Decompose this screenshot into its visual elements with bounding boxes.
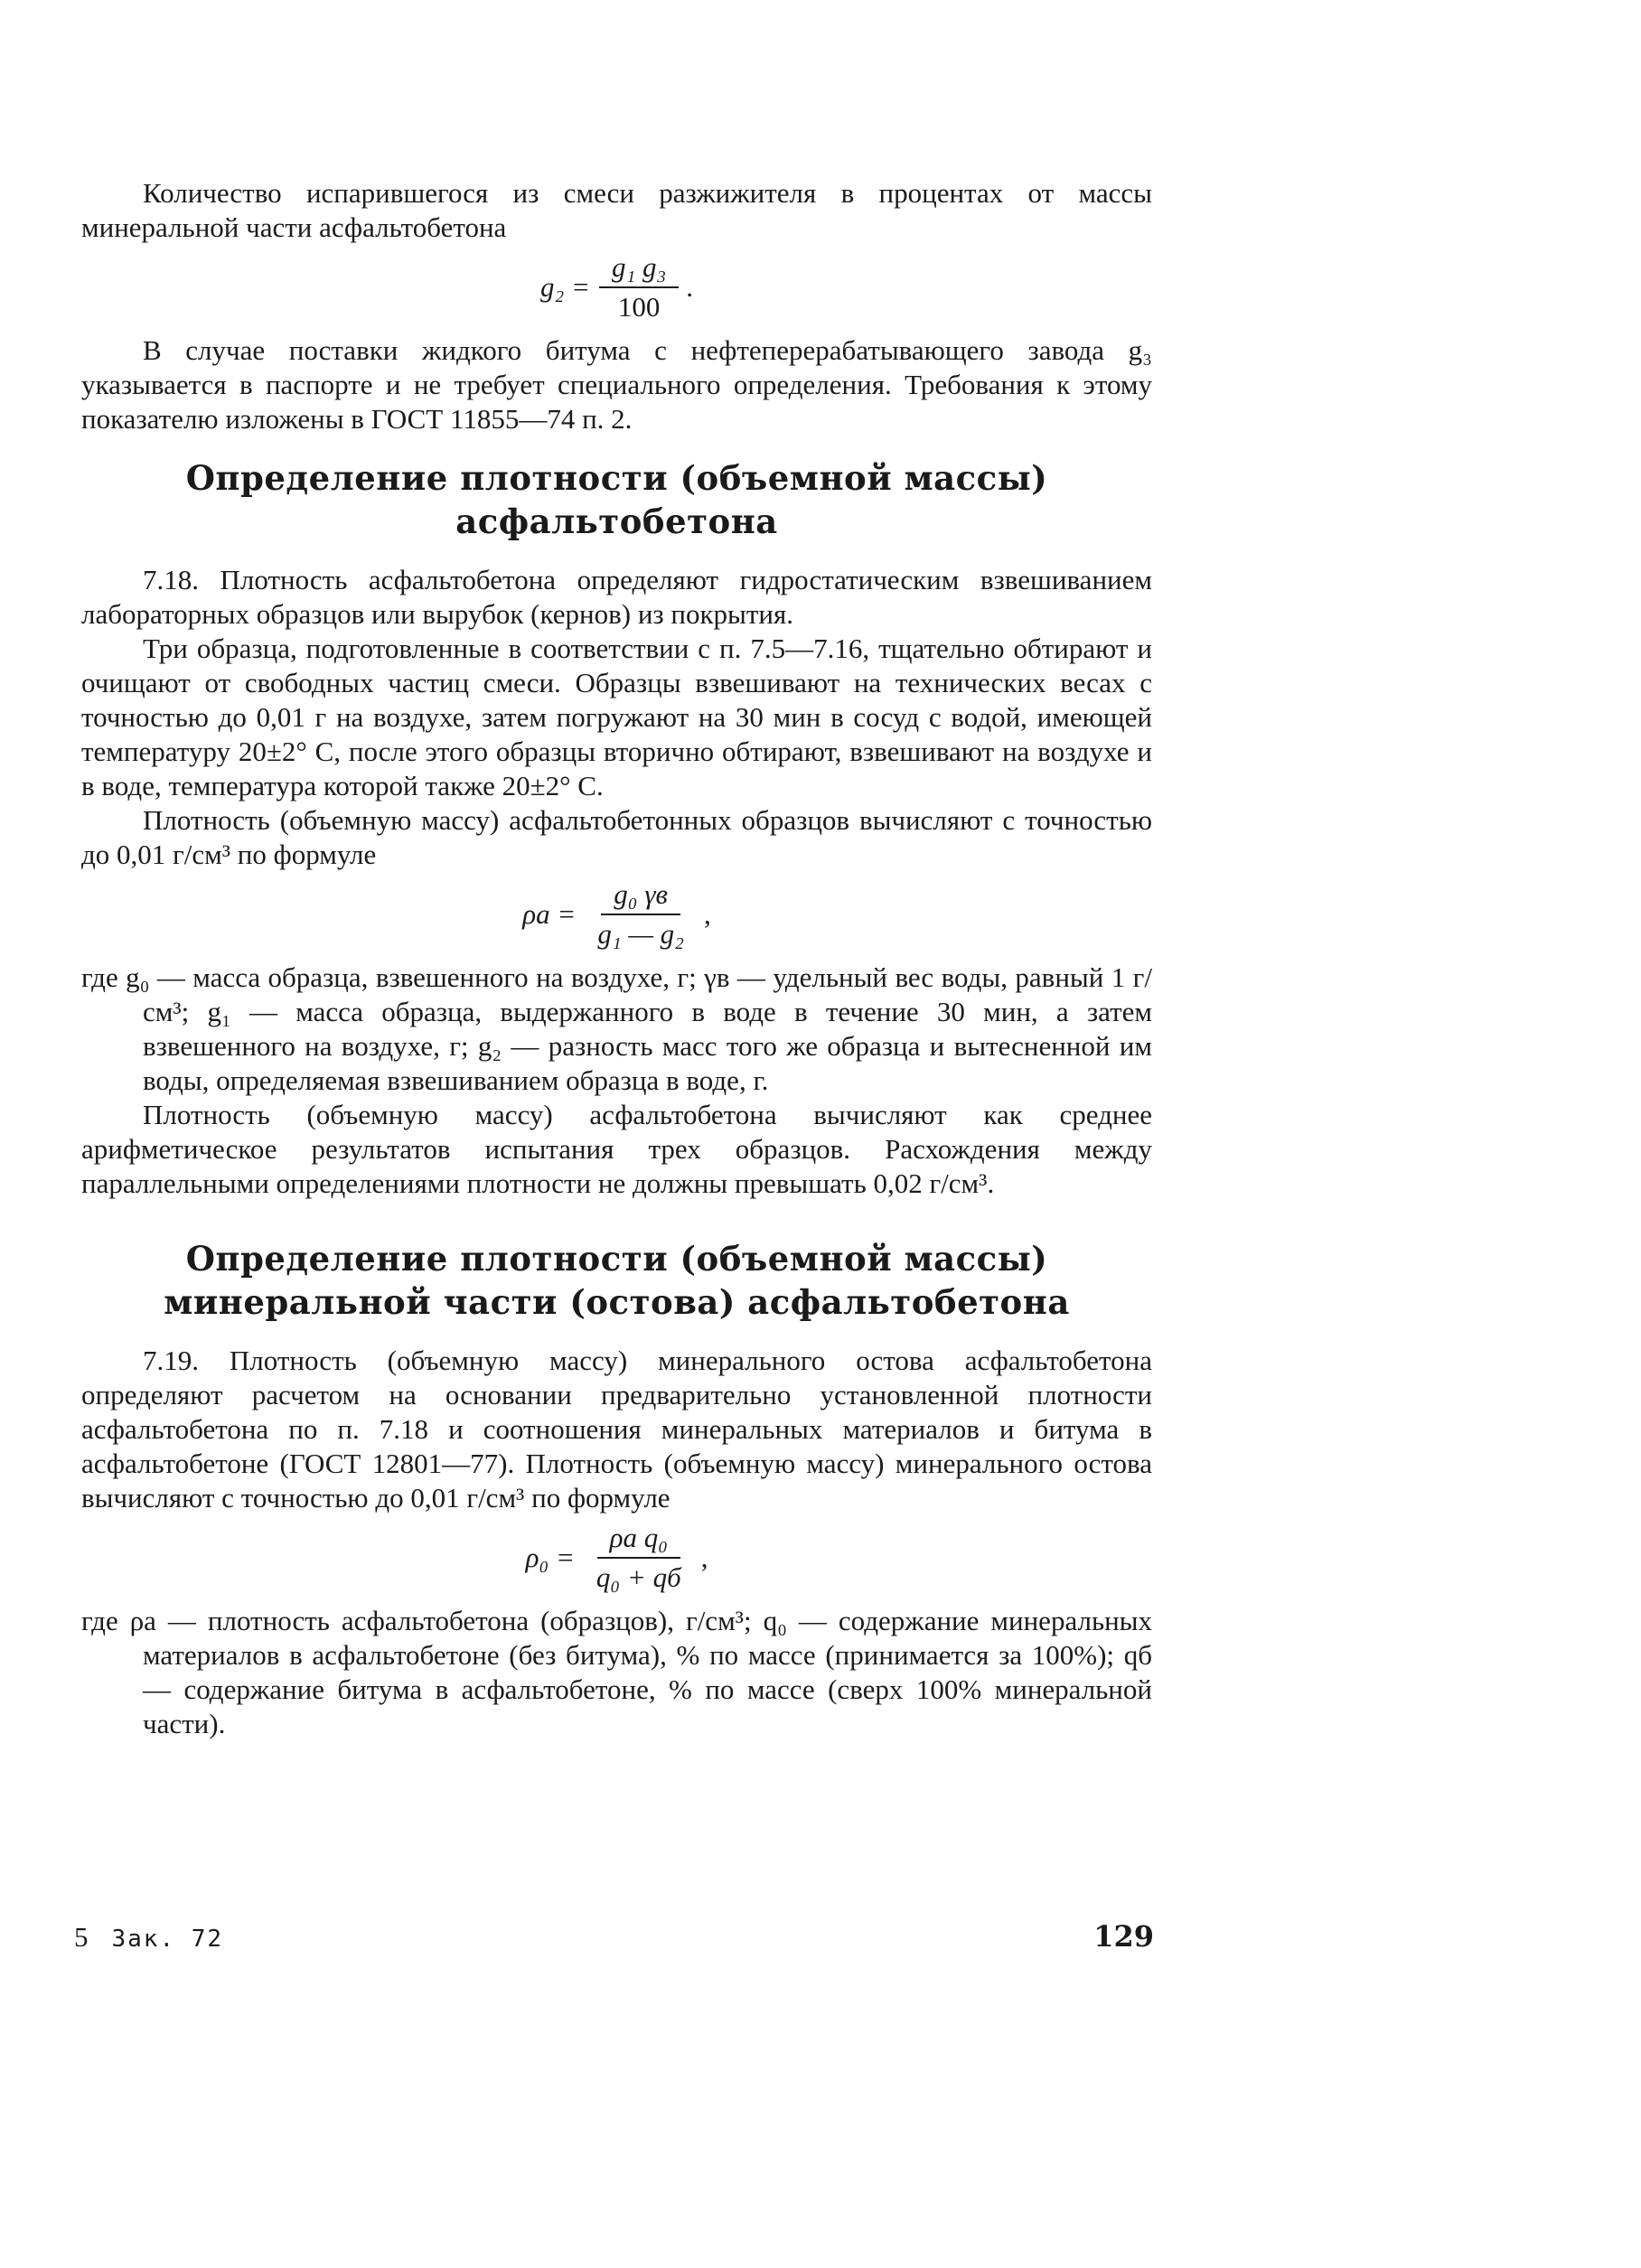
section-heading-mineral-density: Определение плотности (объемной массы) минеральной части (остова) асфальтобетона xyxy=(164,1239,1070,1322)
formula-lhs: g₂ = xyxy=(539,271,590,303)
formula-lhs: ρа = xyxy=(522,898,577,930)
section-heading-density: Определение плотности (объемной массы) асфальтобетона xyxy=(185,458,1048,541)
fraction-numerator: ρа q₀ xyxy=(597,1521,680,1559)
formula-rho-0 xyxy=(81,1521,1152,1595)
paragraph-density-formula-intro: Плотность (объемную массу) асфальтобетонных образцов вычисляют с точностью до 0,01 г/см³ по формуле xyxy=(81,804,1152,870)
paragraph-liquid-bitumen: В случае поставки жидкого битума с нефтеперерабатывающего завода g₃ указывается в паспорте и не требует специального определения. Требования к этому показателю изложены в ГОСТ 11855—74 п. 2. xyxy=(81,334,1152,435)
signature-mark: 5 xyxy=(74,1921,89,1953)
fraction xyxy=(599,250,679,324)
paragraph-where-g0: где g₀ — масса образца, взвешенного на воздухе, г; γв — удельный вес воды, равный 1 г/см³; g₁ — масса образца, выдержанного в воде в течение 30 мин, а затем взвешенного на воздухе, г; g₂ — разность масс того же образца и вытесненной им воды, определяемая взвешиванием образца в воде, г. xyxy=(81,961,1152,1096)
fraction-numerator: g₀ γв xyxy=(601,877,680,915)
paragraph-7-18: 7.18. Плотность асфальтобетона определяют гидростатическим взвешиванием лабораторных образцов или вырубок (кернов) из покрытия. xyxy=(81,564,1152,630)
paragraph-average-density: Плотность (объемную массу) асфальтобетона вычисляют как среднее арифметическое результатов испытания трех образцов. Расхождения между параллельными определениями плотности не должны превышать 0,02 г/см³. xyxy=(81,1099,1152,1199)
fraction-denominator: q₀ + qб xyxy=(595,1561,681,1593)
formula-rho-a xyxy=(81,877,1152,951)
paragraph-where-rho-a: где ρа — плотность асфальтобетона (образцов), г/см³; q₀ — содержание минеральных материалов в асфальтобетоне (без битума), % по массе (принимается за 100%); qб — содержание битума в асфальтобетоне, % по массе (сверх 100% минеральной части). xyxy=(81,1605,1152,1739)
formula-punctuation: , xyxy=(703,898,711,930)
fraction xyxy=(585,877,697,951)
fraction-denominator: g₁ — g₂ xyxy=(597,918,684,950)
text-column xyxy=(81,176,1152,1741)
paragraph-three-samples: Три образца, подготовленные в соответствии с п. 7.5—7.16, тщательно обтирают и очищают от свободных частиц смеси. Образцы взвешивают на технических весах с точностью до 0,01 г на воздухе, затем погружают на 30 мин в сосуд с водой, имеющей температуру 20±2° С, после этого образцы вторично обтирают, взвешивают на воздухе и в воде, температура которой также 20±2° С. xyxy=(81,633,1152,801)
formula-punctuation: , xyxy=(700,1542,708,1573)
paragraph-evaporated-solvent: Количество испарившегося из смеси разжижителя в процентах от массы минеральной части асфальтобетона xyxy=(81,177,1152,243)
footer-left xyxy=(74,1921,223,1954)
fraction-denominator: 100 xyxy=(617,291,661,323)
fraction xyxy=(584,1521,694,1595)
print-order-number: Зак. 72 xyxy=(111,1926,224,1953)
page-footer xyxy=(74,1919,1154,1954)
paragraph-7-19: 7.19. Плотность (объемную массу) минерального остова асфальтобетона определяют расчетом на основании предварительно установленной плотности асфальтобетона по п. 7.18 и соотношения минеральных материалов и битума в асфальтобетоне (ГОСТ 12801—77). Плотность (объемную массу) минерального остова вычисляют с точностью до 0,01 г/см³ по формуле xyxy=(81,1345,1152,1514)
fraction-numerator: g₁ g₃ xyxy=(599,250,679,288)
page-number: 129 xyxy=(1093,1919,1154,1954)
formula-g2 xyxy=(81,250,1152,324)
formula-punctuation: . xyxy=(686,271,693,303)
formula-lhs: ρ₀ = xyxy=(525,1542,575,1573)
